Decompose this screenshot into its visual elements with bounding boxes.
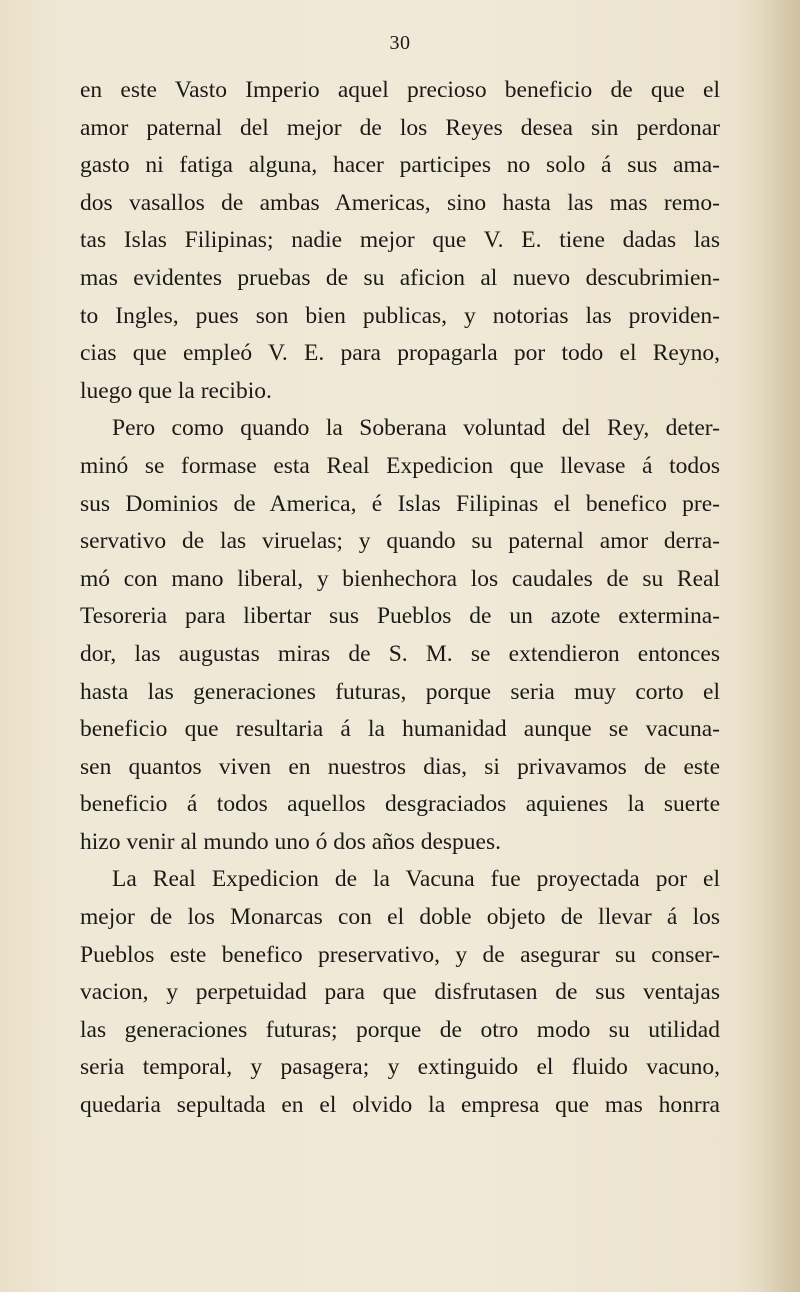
text-line: quedaria sepultada en el olvido la empresa que mas honrra bbox=[80, 1092, 720, 1119]
text-line: servativo de las viruelas; y quando su paternal amor derra- bbox=[80, 528, 720, 555]
text-line: seria temporal, y pasagera; y extinguido el fluido vacuno, bbox=[80, 1054, 720, 1081]
text-line: to Ingles, pues son bien publicas, y notorias las providen- bbox=[80, 302, 720, 329]
text-line: dor, las augustas miras de S. M. se extendieron entonces bbox=[80, 640, 720, 667]
text-line: hizo venir al mundo uno ó dos años despues. bbox=[80, 828, 501, 855]
text-line: amor paternal del mejor de los Reyes desea sin perdonar bbox=[80, 114, 720, 141]
text-line: vacion, y perpetuidad para que disfrutasen de sus ventajas bbox=[80, 979, 720, 1006]
text-line: mó con mano liberal, y bienhechora los caudales de su Real bbox=[80, 565, 720, 592]
text-line: hasta las generaciones futuras, porque seria muy corto el bbox=[80, 678, 720, 705]
text-line: beneficio que resultaria á la humanidad aunque se vacuna- bbox=[80, 716, 720, 743]
text-line: cias que empleó V. E. para propagarla por todo el Reyno, bbox=[80, 340, 720, 367]
text-line: las generaciones futuras; porque de otro modo su utilidad bbox=[80, 1016, 720, 1043]
text-line: mas evidentes pruebas de su aficion al nuevo descubrimien- bbox=[80, 264, 720, 291]
text-line: beneficio á todos aquellos desgraciados aquienes la suerte bbox=[80, 791, 720, 818]
text-line: Pueblos este benefico preservativo, y de asegurar su conser- bbox=[80, 941, 720, 968]
page-number: 30 bbox=[389, 32, 411, 54]
text-line: La Real Expedicion de la Vacuna fue proyectada por el bbox=[112, 866, 720, 893]
text-line: Tesoreria para libertar sus Pueblos de un azote extermina- bbox=[80, 603, 720, 630]
text-line: sen quantos viven en nuestros dias, si privavamos de este bbox=[80, 753, 720, 780]
text-line: luego que la recibio. bbox=[80, 377, 272, 404]
text-line: tas Islas Filipinas; nadie mejor que V. E. tiene dadas las bbox=[80, 227, 720, 254]
text-line: sus Dominios de America, é Islas Filipinas el benefico pre- bbox=[80, 490, 720, 517]
text-line: minó se formase esta Real Expedicion que llevase á todos bbox=[80, 452, 720, 479]
page-text bbox=[80, 72, 720, 1125]
text-line: Pero como quando la Soberana voluntad del Rey, deter- bbox=[112, 415, 720, 442]
text-line: en este Vasto Imperio aquel precioso beneficio de que el bbox=[80, 77, 720, 103]
text-line: gasto ni fatiga alguna, hacer participes no solo á sus ama- bbox=[80, 152, 720, 179]
text-line: mejor de los Monarcas con el doble objeto de llevar á los bbox=[80, 904, 720, 931]
text-line: dos vasallos de ambas Americas, sino hasta las mas remo- bbox=[80, 189, 720, 216]
page-edge-shadow bbox=[760, 0, 800, 1292]
